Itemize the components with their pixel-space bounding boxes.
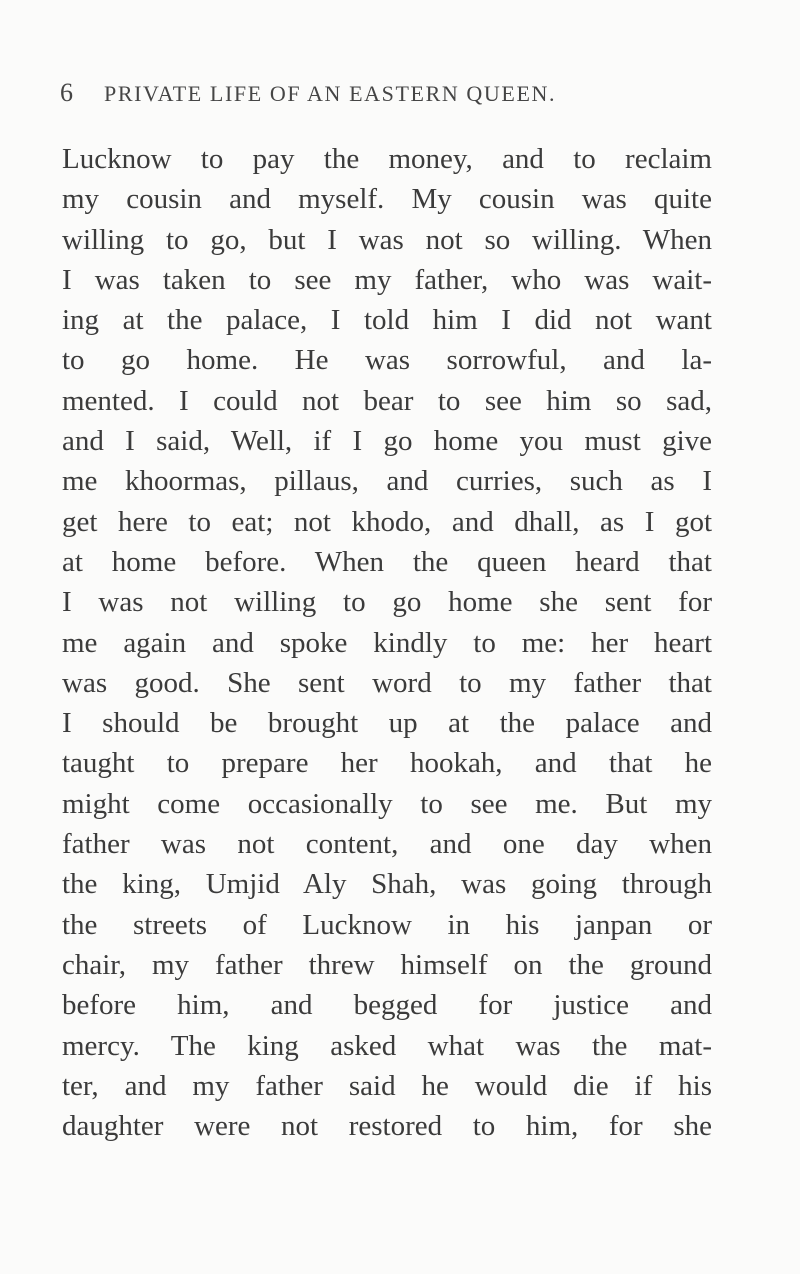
- text-line: to go home. He was sorrowful, and la-: [62, 344, 712, 377]
- text-line: I was not willing to go home she sent for: [62, 586, 712, 619]
- text-line: mercy. The king asked what was the mat-: [62, 1029, 712, 1062]
- text-line: the king, Umjid Aly Shah, was going through: [62, 868, 712, 901]
- text-line: before him, and begged for justice and: [62, 989, 712, 1022]
- text-line: father was not content, and one day when: [62, 828, 712, 861]
- body-text: [62, 139, 712, 1146]
- text-line: and I said, Well, if I go home you must give: [62, 425, 712, 458]
- text-line: me khoormas, pillaus, and curries, such as I: [62, 465, 712, 498]
- text-line: mented. I could not bear to see him so sad,: [62, 384, 712, 417]
- text-line: Lucknow to pay the money, and to reclaim: [62, 143, 712, 175]
- text-line: I should be brought up at the palace and: [62, 707, 712, 740]
- text-line: the streets of Lucknow in his janpan or: [62, 908, 712, 941]
- text-line: get here to eat; not khodo, and dhall, as I got: [62, 505, 712, 538]
- text-line: ter, and my father said he would die if his: [62, 1069, 712, 1102]
- text-line: daughter were not restored to him, for she: [62, 1110, 712, 1143]
- running-title: PRIVATE LIFE OF AN EASTERN QUEEN.: [104, 81, 557, 106]
- text-line: at home before. When the queen heard that: [62, 545, 712, 578]
- page-number: 6: [60, 78, 73, 107]
- text-line: I was taken to see my father, who was wait-: [62, 263, 712, 296]
- running-head: [60, 78, 750, 108]
- text-line: might come occasionally to see me. But my: [62, 787, 712, 820]
- text-line: taught to prepare her hookah, and that he: [62, 747, 712, 780]
- text-line: me again and spoke kindly to me: her heart: [62, 626, 712, 659]
- text-line: chair, my father threw himself on the ground: [62, 948, 712, 981]
- text-line: willing to go, but I was not so willing. When: [62, 223, 712, 256]
- text-line: my cousin and myself. My cousin was quite: [62, 183, 712, 216]
- text-line: ing at the palace, I told him I did not want: [62, 304, 712, 337]
- text-line: was good. She sent word to my father that: [62, 666, 712, 699]
